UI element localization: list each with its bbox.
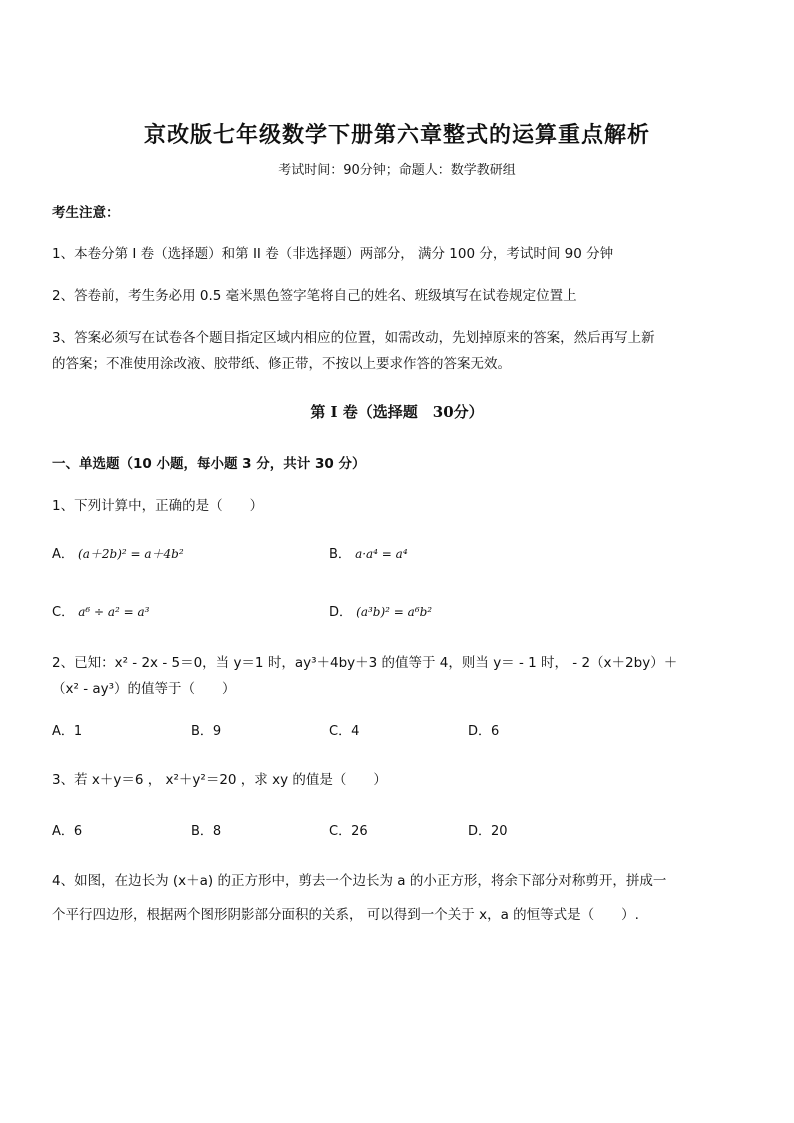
question-3-option-d[interactable]: D．20: [468, 824, 508, 839]
option-label: D．: [329, 605, 353, 620]
option-label: B．: [329, 547, 351, 562]
question-2-stem-line-1: 2、已知：x² - 2x - 5＝0，当 y＝1 时，ay³＋4by＋3 的值等于 4，则当 y＝ - 1 时， - 2（x＋2by）＋: [52, 655, 678, 671]
question-1-option-a[interactable]: [52, 543, 184, 562]
question-2-option-c[interactable]: C．4: [329, 724, 360, 739]
section-heading: 一、单选题（10 小题，每小题 3 分，共计 30 分）: [52, 456, 366, 472]
question-2-option-a[interactable]: A．1: [52, 724, 83, 739]
question-2-option-d[interactable]: D．6: [468, 724, 500, 739]
notice-item-3: 3、答案必须写在试卷各个题目指定区域内相应的位置，如需改动，先划掉原来的答案，然后再写上新: [52, 330, 655, 346]
notice-item-2: 2、答卷前，考生务必用 0.5 毫米黑色签字笔将自己的姓名、班级填写在试卷规定位置上: [52, 288, 577, 304]
question-1-option-c[interactable]: [52, 601, 149, 620]
question-2-stem-line-2: （x² - ay³）的值等于（ ）: [52, 681, 236, 697]
notice-item-3-cont: 的答案；不准使用涂改液、胶带纸、修正带，不按以上要求作答的答案无效。: [52, 356, 511, 372]
option-expression: a⁶ ÷ a² = a³: [78, 605, 150, 619]
notice-heading: 考生注意：: [52, 205, 120, 221]
exam-info: 考试时间：90分钟；命题人：数学教研组: [278, 163, 516, 178]
option-expression: (a³b)² = a⁶b²: [356, 605, 433, 619]
question-4-stem-line-2: 个平行四边形，根据两个图形阴影部分面积的关系， 可以得到一个关于 x，a 的恒等式是（ ）.: [52, 907, 639, 923]
option-label: A．: [52, 547, 74, 562]
option-expression: (a＋2b)² = a＋4b²: [78, 547, 184, 561]
question-3-stem: 3、若 x＋y＝6 ， x²＋y²＝20 ，求 xy 的值是（ ）: [52, 772, 387, 788]
question-1-stem: 1、下列计算中，正确的是（ ）: [52, 498, 264, 514]
question-1-option-b[interactable]: [329, 543, 408, 562]
question-4-stem-line-1: 4、如图，在边长为 (x＋a) 的正方形中，剪去一个边长为 a 的小正方形，将余下部分对称剪开，拼成一: [52, 873, 667, 889]
question-2-option-b[interactable]: B．9: [191, 724, 222, 739]
question-3-option-c[interactable]: C．26: [329, 824, 368, 839]
notice-item-1: 1、本卷分第 I 卷（选择题）和第 II 卷（非选择题）两部分， 满分 100 分，考试时间 90 分钟: [52, 246, 614, 262]
option-label: C．: [52, 605, 75, 620]
part-heading: 第 I 卷（选择题 30分）: [310, 403, 484, 421]
question-3-option-b[interactable]: B．8: [191, 824, 222, 839]
option-expression: a·a⁴ = a⁴: [355, 547, 408, 561]
question-1-option-d[interactable]: [329, 601, 432, 620]
page-title: 京改版七年级数学下册第六章整式的运算重点解析: [143, 122, 650, 148]
question-3-option-a[interactable]: A．6: [52, 824, 83, 839]
